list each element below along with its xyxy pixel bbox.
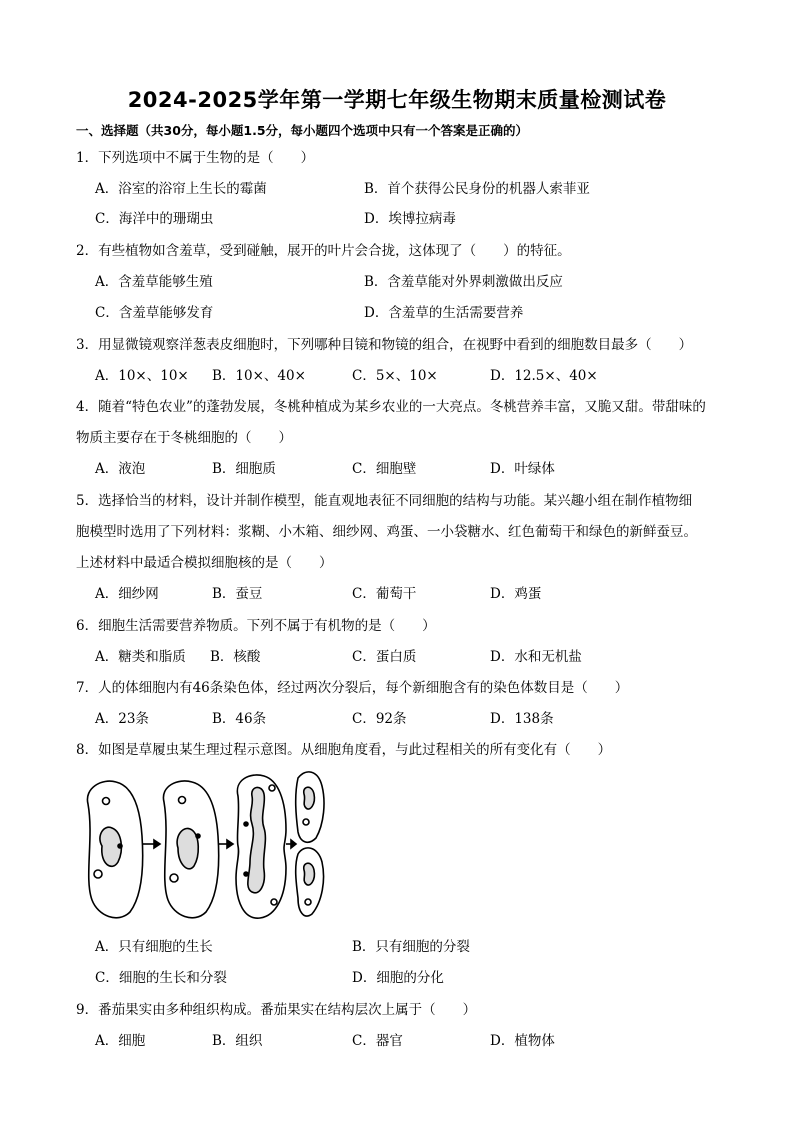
q2-option-d: D．含羞草的生活需要营养: [364, 305, 524, 321]
q3-option-a: A．10×、10×: [95, 368, 189, 384]
q9-option-c: C．器官: [352, 1033, 403, 1049]
question-4-line-1: 4．随着“特色农业”的蓬勃发展，冬桃种植成为某乡农业的一大亮点。冬桃营养丰富，又脆又甜。带甜味的: [76, 399, 706, 415]
q5-option-a: A．细纱网: [95, 586, 159, 602]
q8-option-d: D．细胞的分化: [352, 970, 444, 986]
paramecium-cell-3: [236, 775, 286, 918]
q7-option-a: A．23条: [95, 711, 149, 727]
q1-option-a: A．浴室的浴帘上生长的霉菌: [95, 181, 267, 197]
q4-option-b: B．细胞质: [212, 461, 276, 477]
q9-option-d: D．植物体: [490, 1033, 555, 1049]
q7-option-b: B．46条: [212, 711, 267, 727]
paramecium-cell-1: [87, 781, 142, 918]
q2-option-a: A．含羞草能够生殖: [95, 274, 213, 290]
question-7: 7．人的体细胞内有46条染色体，经过两次分裂后，每个新细胞含有的染色体数目是（ ）: [76, 680, 629, 696]
q4-option-d: D．叶绿体: [490, 461, 555, 477]
question-3: 3．用显微镜观察洋葱表皮细胞时，下列哪种目镜和物镜的组合，在视野中看到的细胞数目最多（ ）: [76, 337, 693, 353]
q2-option-c: C．含羞草能够发育: [95, 305, 214, 321]
q4-option-a: A．液泡: [95, 461, 146, 477]
q3-option-d: D．12.5×、40×: [490, 368, 598, 384]
q6-option-a: A．糖类和脂质: [95, 649, 186, 665]
q6-option-c: C．蛋白质: [352, 649, 417, 665]
q4-option-c: C．细胞壁: [352, 461, 417, 477]
page-title: 2024-2025学年第一学期七年级生物期末质量检测试卷: [127, 88, 667, 112]
q8-option-c: C．细胞的生长和分裂: [95, 970, 227, 986]
question-5-line-3: 上述材料中最适合模拟细胞核的是（ ）: [76, 555, 333, 571]
q7-option-c: C．92条: [352, 711, 407, 727]
question-2: 2．有些植物如含羞草，受到碰触，展开的叶片会合拢，这体现了（ ）的特征。: [76, 243, 571, 259]
q3-option-b: B．10×、40×: [212, 368, 306, 384]
section-heading: 一、选择题（共30分，每小题1.5分，每小题四个选项中只有一个答案是正确的）: [76, 123, 529, 138]
question-5-line-1: 5．选择恰当的材料，设计并制作模型，能直观地表征不同细胞的结构与功能。某兴趣小组在制作植物细: [76, 493, 693, 509]
q1-option-b: B．首个获得公民身份的机器人索菲亚: [364, 181, 590, 197]
q7-option-d: D．138条: [490, 711, 554, 727]
q8-option-a: A．只有细胞的生长: [95, 939, 213, 955]
paramecium-division-figure: [80, 766, 325, 926]
q5-option-d: D．鸡蛋: [490, 586, 542, 602]
q5-option-c: C．葡萄干: [352, 586, 417, 602]
q1-option-d: D．埃博拉病毒: [364, 211, 456, 227]
paramecium-cell-4: [296, 772, 324, 916]
q3-option-c: C．5×、10×: [352, 368, 438, 384]
paramecium-cell-2: [163, 781, 218, 918]
q9-option-b: B．组织: [212, 1033, 263, 1049]
q6-option-b: B．核酸: [210, 649, 261, 665]
q5-option-b: B．蚕豆: [212, 586, 263, 602]
question-4-line-2: 物质主要存在于冬桃细胞的（ ）: [76, 430, 292, 446]
q6-option-d: D．水和无机盐: [490, 649, 582, 665]
question-8: 8．如图是草履虫某生理过程示意图。从细胞角度看，与此过程相关的所有变化有（ ）: [76, 742, 612, 758]
q9-option-a: A．细胞: [95, 1033, 146, 1049]
q8-option-b: B．只有细胞的分裂: [352, 939, 470, 955]
question-5-line-2: 胞模型时选用了下列材料：浆糊、小木箱、细纱网、鸡蛋、一小袋糖水、红色葡萄干和绿色的新鲜蚕豆。: [76, 524, 697, 540]
question-6: 6．细胞生活需要营养物质。下列不属于有机物的是（ ）: [76, 618, 436, 634]
q1-option-c: C．海洋中的珊瑚虫: [95, 211, 214, 227]
question-1: 1．下列选项中不属于生物的是（ ）: [76, 150, 315, 166]
question-9: 9．番茄果实由多种组织构成。番茄果实在结构层次上属于（ ）: [76, 1002, 477, 1018]
q2-option-b: B．含羞草能对外界刺激做出反应: [364, 274, 563, 290]
